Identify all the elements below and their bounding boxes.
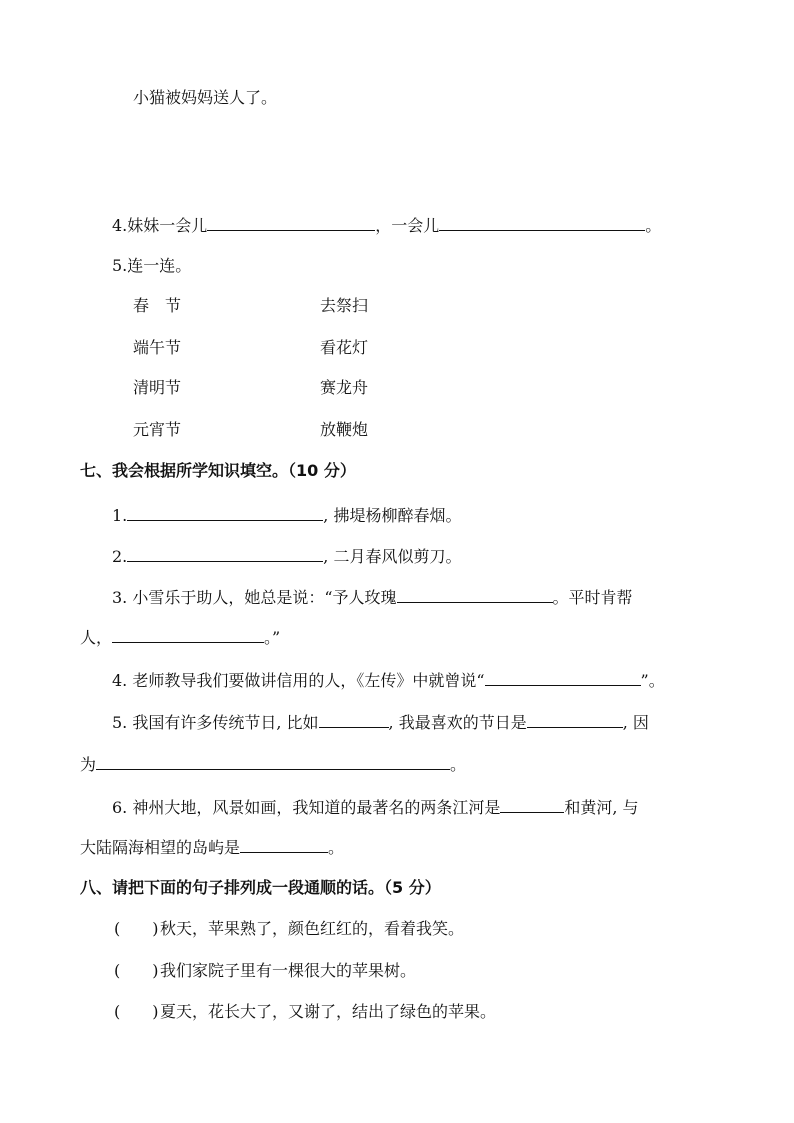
s7-q3-blank-1[interactable] — [397, 585, 553, 603]
order-sentence: 夏天，花长大了，又谢了，结出了绿色的苹果。 — [160, 1002, 497, 1021]
s7-q4-text1: 4. 老师教导我们要做讲信用的人，《左传》中就曾说“ — [112, 671, 485, 690]
s7-q6-text4: 。 — [328, 838, 345, 857]
s7-q5-line1 — [112, 710, 649, 734]
s7-q1 — [112, 503, 461, 527]
festival-right[interactable]: 放鞭炮 — [320, 420, 369, 439]
order-item — [114, 960, 416, 982]
s7-q2 — [112, 544, 461, 568]
section7-heading: 七、我会根据所学知识填空。（10 分） — [80, 461, 356, 480]
q4-part3: 。 — [645, 216, 662, 235]
s7-q3-line1 — [112, 585, 633, 609]
order-item — [114, 918, 464, 940]
s7-q2-num: 2. — [112, 547, 128, 566]
section8-heading: 八、请把下面的句子排列成一段通顺的话。（5 分） — [80, 878, 441, 897]
order-slot[interactable] — [114, 1001, 160, 1023]
s7-q3-text1: 3. 小雪乐于助人，她总是说：“予人玫瑰 — [112, 588, 397, 607]
s7-q3-blank-2[interactable] — [112, 625, 264, 643]
s7-q3-line2 — [80, 625, 280, 649]
s7-q5-line2 — [80, 752, 466, 776]
s7-q3-text3: 人， — [80, 628, 113, 647]
s7-q5-blank-3[interactable] — [96, 752, 450, 770]
s7-q6-line1 — [112, 795, 639, 819]
paren-open: ( — [114, 1002, 121, 1021]
s7-q5-text3: , 因 — [622, 713, 649, 732]
festival-right[interactable]: 看花灯 — [320, 338, 369, 357]
s7-q5-text5: 。 — [450, 755, 467, 774]
s7-q5-text2: , 我最喜欢的节日是 — [388, 713, 527, 732]
order-sentence: 我们家院子里有一棵很大的苹果树。 — [160, 961, 417, 980]
s7-q6-text3: 大陆隔海相望的岛屿是 — [80, 838, 241, 857]
s7-q3-text4: 。” — [264, 628, 281, 647]
q4-blank-1[interactable] — [207, 213, 375, 231]
s7-q5-text4: 为 — [80, 755, 97, 774]
q4-blank-2[interactable] — [439, 213, 645, 231]
q4-part1: 4.妹妹一会儿 — [112, 216, 208, 235]
order-slot[interactable] — [114, 918, 160, 940]
q4-part2: ，一会儿 — [375, 216, 440, 235]
paren-close: ) — [152, 961, 159, 980]
s7-q6-blank-1[interactable] — [500, 795, 564, 813]
top-sentence: 小猫被妈妈送人了。 — [133, 88, 278, 107]
q5-title: 5.连一连。 — [112, 256, 192, 275]
s7-q1-text: , 拂堤杨柳醉春烟。 — [323, 506, 462, 525]
s7-q6-blank-2[interactable] — [240, 835, 328, 853]
festival-right[interactable]: 赛龙舟 — [320, 378, 369, 397]
paren-open: ( — [114, 961, 121, 980]
festival-left[interactable]: 春 节 — [133, 296, 182, 315]
s7-q6-line2 — [80, 835, 344, 859]
festival-left[interactable]: 端午节 — [133, 338, 182, 357]
s7-q1-blank[interactable] — [127, 503, 323, 521]
s7-q6-text2: 和黄河, 与 — [564, 798, 639, 817]
paren-open: ( — [114, 919, 121, 938]
s7-q5-text1: 5. 我国有许多传统节日, 比如 — [112, 713, 319, 732]
s7-q4-text2: ”。 — [640, 671, 665, 690]
paren-close: ) — [152, 1002, 159, 1021]
festival-left[interactable]: 元宵节 — [133, 420, 182, 439]
order-sentence: 秋天，苹果熟了，颜色红红的，看着我笑。 — [160, 919, 465, 938]
q4-fill-line — [112, 213, 661, 237]
festival-left[interactable]: 清明节 — [133, 378, 182, 397]
s7-q4 — [112, 668, 665, 692]
s7-q5-blank-2[interactable] — [527, 710, 623, 728]
match-row — [133, 295, 181, 317]
s7-q2-text: , 二月春风似剪刀。 — [323, 547, 462, 566]
order-item — [114, 1001, 496, 1023]
order-slot[interactable] — [114, 960, 160, 982]
festival-right[interactable]: 去祭扫 — [320, 296, 369, 315]
s7-q6-text1: 6. 神州大地，风景如画，我知道的最著名的两条江河是 — [112, 798, 501, 817]
s7-q3-text2: 。平时肯帮 — [552, 588, 633, 607]
s7-q1-num: 1. — [112, 506, 128, 525]
s7-q5-blank-1[interactable] — [319, 710, 389, 728]
s7-q2-blank[interactable] — [127, 544, 323, 562]
s7-q4-blank[interactable] — [485, 668, 641, 686]
paren-close: ) — [152, 919, 159, 938]
